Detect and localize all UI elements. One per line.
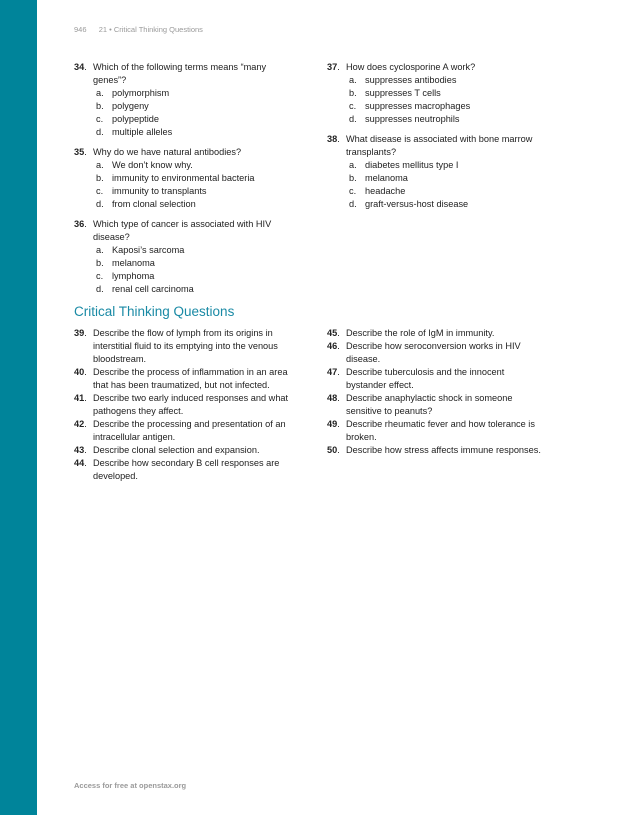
page-footer: Access for free at openstax.org: [74, 781, 187, 790]
review-questions-right: [327, 61, 547, 218]
option-letter: c .: [349, 185, 356, 198]
question-number: 36 .: [74, 218, 87, 231]
answer-options: [93, 159, 294, 211]
answer-option: [93, 198, 294, 211]
option-text: Kaposi’s sarcoma: [112, 245, 185, 255]
review-question: [74, 146, 294, 211]
critical-questions-right: [327, 327, 547, 457]
option-letter: a .: [96, 159, 104, 172]
answer-option: [346, 113, 547, 126]
option-letter: a .: [349, 159, 357, 172]
option-letter: c .: [349, 100, 356, 113]
question-number: 50 .: [327, 444, 340, 457]
question-number: 46 .: [327, 340, 340, 353]
question-text: Describe tuberculosis and the innocent bystander effect.: [346, 367, 505, 390]
critical-question: [327, 418, 547, 444]
option-letter: a .: [96, 244, 104, 257]
answer-option: [346, 198, 547, 211]
critical-question: [327, 327, 547, 340]
critical-question: [74, 327, 294, 366]
critical-question: [327, 392, 547, 418]
answer-option: [93, 126, 294, 139]
option-text: multiple alleles: [112, 127, 173, 137]
option-text: headache: [365, 186, 406, 196]
answer-option: [346, 87, 547, 100]
question-text: Describe the process of inflammation in an area that has been traumatized, but not infected.: [93, 367, 288, 390]
option-text: melanoma: [112, 258, 155, 268]
critical-question: [74, 444, 294, 457]
question-number: 40 .: [74, 366, 87, 379]
answer-option: [93, 270, 294, 283]
question-number: 47 .: [327, 366, 340, 379]
option-letter: b .: [96, 172, 104, 185]
review-question: [74, 218, 294, 296]
critical-question: [74, 418, 294, 444]
option-text: suppresses neutrophils: [365, 114, 460, 124]
answer-option: [93, 244, 294, 257]
answer-options: [346, 74, 547, 126]
question-text: Describe anaphylactic shock in someone sensitive to peanuts?: [346, 393, 513, 416]
question-number: 42 .: [74, 418, 87, 431]
option-text: polypeptide: [112, 114, 159, 124]
answer-option: [93, 283, 294, 296]
question-number: 39 .: [74, 327, 87, 340]
answer-options: [93, 244, 294, 296]
question-text: Describe how seroconversion works in HIV disease.: [346, 341, 521, 364]
question-text: Describe the role of IgM in immunity.: [346, 328, 495, 338]
answer-option: [93, 87, 294, 100]
answer-option: [93, 100, 294, 113]
chapter-title: 21 • Critical Thinking Questions: [98, 25, 203, 34]
critical-question: [327, 366, 547, 392]
option-text: suppresses T cells: [365, 88, 441, 98]
option-letter: d .: [349, 113, 357, 126]
answer-option: [93, 172, 294, 185]
critical-question: [327, 444, 547, 457]
option-letter: b .: [96, 100, 104, 113]
review-questions-left: [74, 61, 294, 303]
answer-option: [346, 159, 547, 172]
question-text: Describe clonal selection and expansion.: [93, 445, 260, 455]
review-question: [74, 61, 294, 139]
answer-option: [93, 113, 294, 126]
question-text: Describe how secondary B cell responses are developed.: [93, 458, 280, 481]
option-letter: c .: [96, 113, 103, 126]
option-text: immunity to environmental bacteria: [112, 173, 255, 183]
answer-option: [93, 257, 294, 270]
question-number: 48 .: [327, 392, 340, 405]
question-text: Describe two early induced responses and what pathogens they affect.: [93, 393, 289, 416]
question-text: Which of the following terms means “many genes”?: [93, 62, 267, 85]
option-letter: d .: [96, 283, 104, 296]
answer-option: [346, 100, 547, 113]
question-text: Describe rheumatic fever and how tolerance is broken.: [346, 419, 535, 442]
answer-option: [346, 172, 547, 185]
answer-option: [93, 159, 294, 172]
answer-option: [93, 185, 294, 198]
option-text: polygeny: [112, 101, 149, 111]
question-number: 41 .: [74, 392, 87, 405]
question-text: Describe the processing and presentation of an intracellular antigen.: [93, 419, 286, 442]
option-letter: d .: [96, 198, 104, 211]
critical-question: [74, 392, 294, 418]
question-number: 37 .: [327, 61, 340, 74]
option-text: We don’t know why.: [112, 160, 193, 170]
option-letter: c .: [96, 185, 103, 198]
option-text: lymphoma: [112, 271, 155, 281]
question-text: What disease is associated with bone marrow transplants?: [346, 134, 533, 157]
option-letter: d .: [349, 198, 357, 211]
answer-options: [346, 159, 547, 211]
review-question: [327, 61, 547, 126]
question-text: Describe how stress affects immune responses.: [346, 445, 541, 455]
option-text: graft-versus-host disease: [365, 199, 469, 209]
option-text: from clonal selection: [112, 199, 196, 209]
option-text: polymorphism: [112, 88, 170, 98]
option-letter: c .: [96, 270, 103, 283]
critical-questions-left: [74, 327, 294, 483]
answer-option: [346, 185, 547, 198]
page-number: 946: [74, 25, 87, 34]
question-number: 45 .: [327, 327, 340, 340]
question-number: 34 .: [74, 61, 87, 74]
critical-question: [327, 340, 547, 366]
option-letter: a .: [349, 74, 357, 87]
option-text: suppresses antibodies: [365, 75, 457, 85]
option-text: suppresses macrophages: [365, 101, 471, 111]
option-text: renal cell carcinoma: [112, 284, 194, 294]
question-text: Why do we have natural antibodies?: [93, 147, 242, 157]
page-header: [74, 25, 203, 34]
question-text: How does cyclosporine A work?: [346, 62, 476, 72]
question-number: 38 .: [327, 133, 340, 146]
option-letter: b .: [349, 87, 357, 100]
option-letter: d .: [96, 126, 104, 139]
section-title: Critical Thinking Questions: [74, 304, 235, 319]
option-letter: b .: [96, 257, 104, 270]
critical-question: [74, 457, 294, 483]
question-number: 43 .: [74, 444, 87, 457]
option-letter: b .: [349, 172, 357, 185]
question-number: 49 .: [327, 418, 340, 431]
question-number: 35 .: [74, 146, 87, 159]
question-text: Which type of cancer is associated with HIV disease?: [93, 219, 272, 242]
option-text: melanoma: [365, 173, 408, 183]
option-text: diabetes mellitus type I: [365, 160, 459, 170]
question-text: Describe the flow of lymph from its origins in interstitial fluid to its emptying into the venous bloodstream.: [93, 328, 278, 364]
review-question: [327, 133, 547, 211]
option-text: immunity to transplants: [112, 186, 207, 196]
answer-option: [346, 74, 547, 87]
critical-question: [74, 366, 294, 392]
answer-options: [93, 87, 294, 139]
option-letter: a .: [96, 87, 104, 100]
teal-sidebar: [0, 0, 37, 815]
question-number: 44 .: [74, 457, 87, 470]
